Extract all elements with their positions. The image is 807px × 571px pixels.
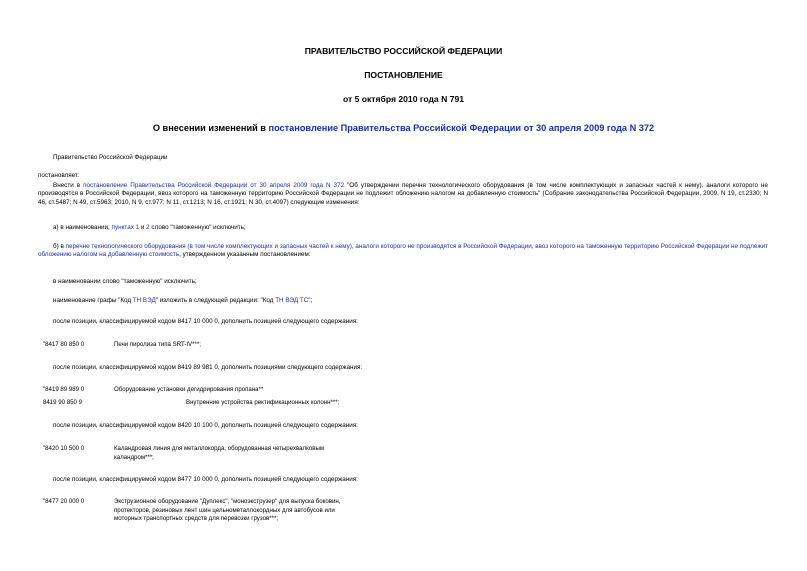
row-code: "8419 89 989 0 — [43, 386, 85, 393]
paragraph-intro — [38, 182, 768, 207]
date-number-heading: от 5 октября 2010 года N 791 — [342, 94, 465, 104]
item-a-text-2: и — [139, 224, 147, 231]
after-position-3: после позиции, классифицируемой кодом 8420 10 100 0, дополнить позицией следующего содержания: — [53, 422, 358, 429]
item-b-column-change — [53, 297, 312, 305]
item-b — [38, 243, 768, 260]
column-text-3: "; — [308, 297, 313, 304]
after-position-1: после позиции, классифицируемой кодом 8417 10 000 0, дополнить позицией следующего содержания: — [53, 318, 358, 325]
item-a — [53, 224, 246, 232]
column-text-1: наименование графы "Код — [53, 297, 133, 304]
government-heading: ПРАВИТЕЛЬСТВО РОССИЙСКОЙ ФЕДЕРАЦИИ — [304, 46, 503, 56]
intro-text-b: "Об утверждении перечня технологического оборудования (в том числе комплектующих и запасных частей к нему), аналоги которого не производятся в Российской Федерации, ввоз которого на таможенную территорию Российской Федерации не подлежит обложению налогом на добавленную стоимость" (Собрание законодательства Российской Федерации, 2009, N 19, ст.2330; N 46, ст.5487; N 49, ст.5963; 2010, N 9, ст.977; N 11, ст.1213; N 16, ст.1921; N 30, ст.4097) следующие изменения: — [38, 182, 768, 206]
column-link-1[interactable]: ТН ВЭД — [132, 297, 156, 304]
paragraph-government: Правительство Российской Федерации — [53, 154, 168, 161]
row-description: Внутренние устройства ректификационных колонн***; — [186, 399, 340, 406]
after-position-4: после позиции, классифицируемой кодом 8477 10 000 0, дополнить позицией следующего содержания: — [53, 476, 358, 483]
item-a-text-1: а) в наименовании, — [53, 224, 112, 231]
item-b-name-change: в наименовании слово "таможенную" исключить; — [53, 278, 197, 285]
column-text-2: " изложить в следующей редакции: "Код — [155, 297, 276, 304]
item-a-text-3: слово "таможенную" исключить; — [149, 224, 246, 231]
title-prefix: О внесении изменений в — [152, 123, 269, 133]
item-b-text-2: , утвержденном указанным постановлением: — [179, 251, 311, 259]
intro-text-a: Внести в — [53, 182, 84, 189]
document-title — [0, 123, 807, 133]
row-code: 8419 90 850 9 — [43, 399, 82, 406]
item-a-link-2[interactable]: 2 — [146, 224, 150, 231]
document-type-heading: ПОСТАНОВЛЕНИЕ — [364, 70, 443, 80]
item-b-text-1: б) в — [53, 243, 66, 250]
row-description: Каландровая линия для металлокорда, оборудованная четырехвалковым каландром***; — [114, 445, 325, 461]
intro-link[interactable]: постановление Правительства Российской Федерации от 30 апреля 2009 года N 372 — [83, 182, 345, 189]
item-b-link[interactable]: перечне технологического оборудования (в том числе комплектующих и запасных частей к нему), аналоги которого не производятся в Российской Федерации, ввоз которого на таможенную территорию Российской Федерации не подлежит обложению налогом на добавленную стоимость — [38, 243, 768, 259]
row-description: Экструзионное оборудование "Дуплекс", "монoэкструзер" для выпуска боковин, протекторов, резиновых лент шин цельнометаллокордных для автобусов или моторных транспортных средств для перевозки грузов***; — [114, 498, 341, 523]
row-description: Печи пиролиза типа SRT-IV***; — [114, 341, 201, 348]
after-position-2: после позиции, классифицируемой кодом 8419 89 981 0, дополнить позициями следующего содержания: — [53, 364, 363, 371]
row-description: Оборудование установки дегидрирования пропана** — [114, 386, 264, 393]
title-link[interactable]: постановление Правительства Российской Федерации от 30 апреля 2009 года N 372 — [268, 123, 655, 133]
row-code: "8420 10 500 0 — [43, 445, 85, 452]
paragraph-decides: постановляет: — [38, 172, 80, 179]
item-a-link-1[interactable]: пунктах 1 — [111, 224, 140, 231]
column-link-2[interactable]: ТН ВЭД ТС — [275, 297, 309, 304]
row-code: "8477 20 000 0 — [43, 498, 85, 505]
row-code: "8417 80 850 0 — [43, 341, 85, 348]
